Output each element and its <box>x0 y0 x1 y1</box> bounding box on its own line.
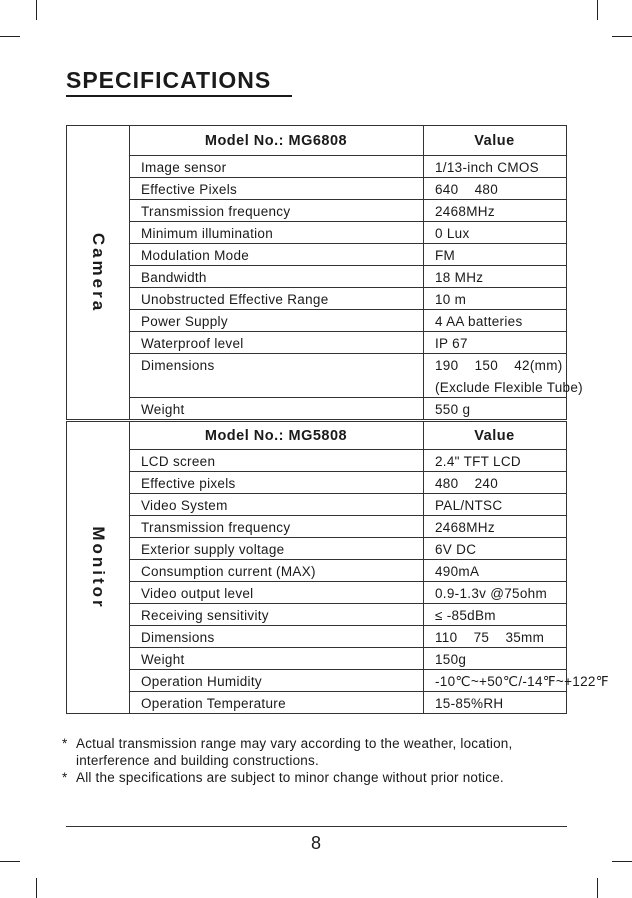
table-row <box>129 200 566 222</box>
spec-value: 2468MHz <box>435 520 495 535</box>
page-title: SPECIFICATIONS <box>66 67 272 93</box>
crop-mark <box>597 0 598 20</box>
spec-key: Exterior supply voltage <box>141 542 285 557</box>
footer-rule <box>66 826 567 827</box>
spec-value: 4 AA batteries <box>435 314 523 329</box>
spec-value: 110 75 35mm <box>435 630 545 645</box>
spec-key: Video output level <box>141 586 254 601</box>
spec-key: Video System <box>141 498 228 513</box>
spec-key: Power Supply <box>141 314 228 329</box>
crop-mark <box>36 0 37 20</box>
table-row <box>129 178 566 200</box>
spec-value: 10 m <box>435 292 467 307</box>
table-row <box>129 582 566 604</box>
spec-key: Weight <box>141 652 185 667</box>
spec-value: -10℃~+50℃/-14℉~+122℉ <box>435 674 609 689</box>
table-row <box>129 670 609 692</box>
asterisk-marker: * <box>62 770 68 785</box>
spec-value: 1/13-inch CMOS <box>435 160 539 175</box>
asterisk-marker: * <box>62 736 68 751</box>
crop-mark <box>612 861 632 862</box>
camera-value-header: Value <box>474 133 515 149</box>
monitor-model-header: Model No.: MG5808 <box>204 428 348 444</box>
table-row <box>129 450 566 472</box>
table-row <box>129 244 566 266</box>
spec-key: Effective pixels <box>141 476 236 491</box>
spec-value-note: (Exclude Flexible Tube) <box>435 380 583 395</box>
table-row <box>129 516 566 538</box>
table-row <box>129 332 566 354</box>
spec-key: Modulation Mode <box>141 248 250 263</box>
crop-mark <box>597 878 598 898</box>
spec-key: Bandwidth <box>141 270 207 285</box>
table-row <box>129 494 566 516</box>
spec-key: Dimensions <box>141 358 215 373</box>
spec-key: Dimensions <box>141 630 215 645</box>
spec-value: 490mA <box>435 564 480 579</box>
spec-value: 2.4" TFT LCD <box>435 454 521 469</box>
spec-value: PAL/NTSC <box>435 498 503 513</box>
spec-value: 640 480 <box>435 182 499 197</box>
spec-key: Image sensor <box>141 160 227 175</box>
table-row <box>129 560 566 582</box>
crop-mark <box>36 878 37 898</box>
spec-key: Consumption current (MAX) <box>141 564 316 579</box>
camera-section-cell <box>67 126 130 419</box>
spec-value: IP 67 <box>435 336 468 351</box>
spec-key: Transmission frequency <box>141 520 291 535</box>
spec-key: Receiving sensitivity <box>141 608 269 623</box>
monitor-value-header: Value <box>474 428 515 444</box>
monitor-spec-table <box>66 421 609 714</box>
crop-mark <box>0 861 20 862</box>
table-row <box>129 288 566 310</box>
table-row <box>129 266 566 288</box>
table-row <box>129 626 566 648</box>
camera-spec-table <box>66 125 583 420</box>
spec-value: 0 Lux <box>435 226 470 241</box>
crop-mark <box>0 36 20 37</box>
spec-key: Unobstructed Effective Range <box>141 292 329 307</box>
table-row <box>129 398 566 420</box>
camera-grid <box>129 126 583 419</box>
camera-header-row <box>129 126 566 156</box>
spec-value: 550 g <box>435 402 471 417</box>
camera-section-label: Camera <box>89 232 108 313</box>
table-row <box>129 604 566 626</box>
spec-key: LCD screen <box>141 454 216 469</box>
footnote-text: Actual transmission range may vary according to the weather, location, interference and building constructions. <box>76 736 513 768</box>
table-row <box>129 156 566 178</box>
spec-value: 6V DC <box>435 542 477 557</box>
footnote-text: All the specifications are subject to minor change without prior notice. <box>76 770 504 785</box>
monitor-grid <box>129 422 609 713</box>
table-row <box>129 354 583 398</box>
table-row <box>129 692 566 714</box>
page-number: 8 <box>310 833 321 853</box>
footnote <box>62 735 582 769</box>
spec-value: 480 240 <box>435 476 499 491</box>
spec-key: Operation Humidity <box>141 674 262 689</box>
spec-key: Minimum illumination <box>141 226 274 241</box>
table-row <box>129 310 566 332</box>
table-row <box>129 222 566 244</box>
spec-value: 18 MHz <box>435 270 484 285</box>
spec-key: Operation Temperature <box>141 696 286 711</box>
spec-value: 2468MHz <box>435 204 495 219</box>
spec-key: Waterproof level <box>141 336 244 351</box>
table-row <box>129 648 566 670</box>
crop-mark <box>612 36 632 37</box>
monitor-section-label: Monitor <box>89 525 108 610</box>
monitor-section-cell <box>67 422 130 713</box>
spec-value: 150g <box>435 652 467 667</box>
spec-key: Transmission frequency <box>141 204 291 219</box>
spec-key: Weight <box>141 402 185 417</box>
camera-model-header: Model No.: MG6808 <box>204 133 348 149</box>
spec-key: Effective Pixels <box>141 182 238 197</box>
footnotes <box>62 735 582 786</box>
title-underline <box>66 95 292 97</box>
spec-value: ≤ -85dBm <box>435 608 496 623</box>
spec-value: 15-85%RH <box>435 696 504 711</box>
spec-value: 0.9-1.3v @75ohm <box>435 586 548 601</box>
table-row <box>129 472 566 494</box>
monitor-header-row <box>129 422 566 450</box>
spec-value: 190 150 42(mm) <box>435 358 563 373</box>
table-row <box>129 538 566 560</box>
footnote <box>62 769 582 786</box>
spec-value: FM <box>435 248 456 263</box>
